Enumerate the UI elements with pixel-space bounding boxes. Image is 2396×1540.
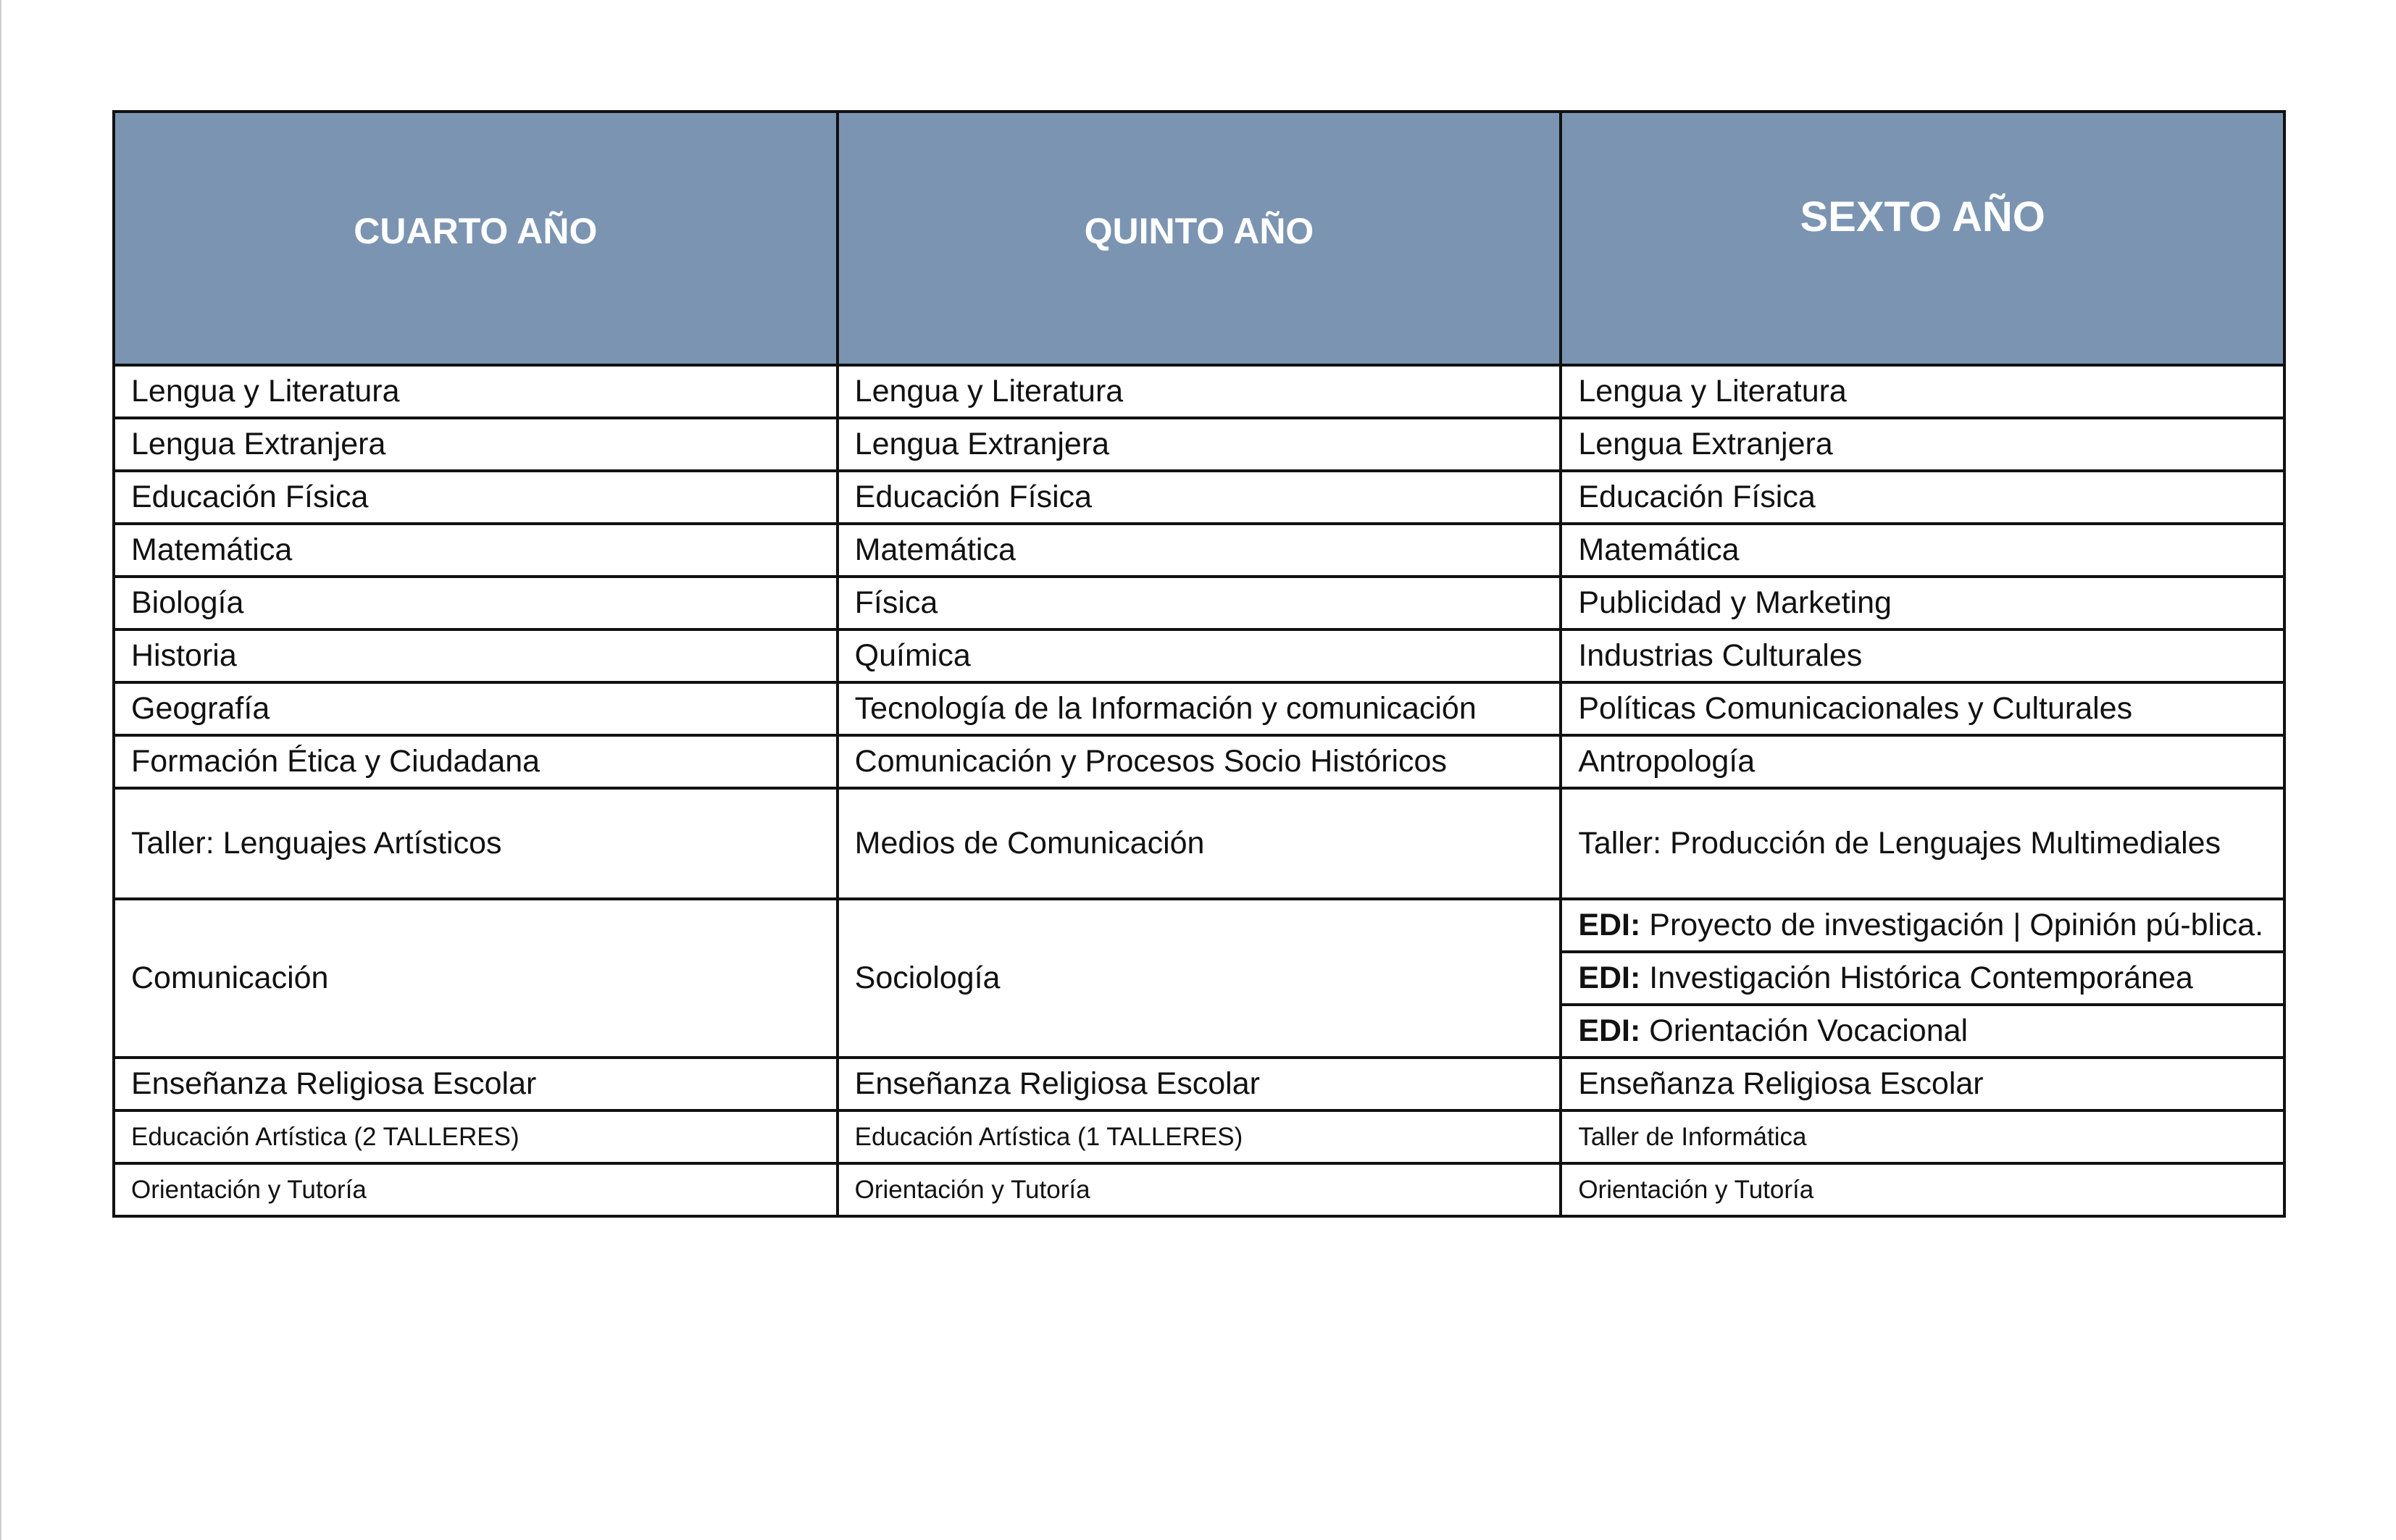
table-row	[114, 788, 2284, 899]
cell-quinto: Educación Artística (1 TALLERES)	[838, 1110, 1561, 1163]
page-edge-rule	[0, 0, 1, 1540]
cell-sexto: Antropología	[1561, 735, 2284, 788]
cell-sexto-edi	[1561, 952, 2284, 1005]
cell-sexto-edi	[1561, 899, 2284, 952]
cell-sexto: Matemática	[1561, 524, 2284, 577]
cell-cuarto: Orientación y Tutoría	[114, 1163, 838, 1216]
table-row	[114, 1163, 2284, 1216]
edi-text: Orientación Vocacional	[1649, 1013, 1969, 1048]
cell-quinto: Educación Física	[838, 471, 1561, 524]
table-row	[114, 365, 2284, 418]
cell-cuarto: Historia	[114, 629, 838, 682]
cell-cuarto: Formación Ética y Ciudadana	[114, 735, 838, 788]
table-row	[114, 682, 2284, 735]
cell-sexto: Taller: Producción de Lenguajes Multimediales	[1561, 788, 2284, 899]
table-row-merged	[114, 899, 2284, 952]
cell-cuarto: Biología	[114, 577, 838, 629]
cell-sexto: Lengua Extranjera	[1561, 418, 2284, 471]
table-row	[114, 418, 2284, 471]
table-row	[114, 1110, 2284, 1163]
cell-sexto: Lengua y Literatura	[1561, 365, 2284, 418]
cell-quinto: Enseñanza Religiosa Escolar	[838, 1058, 1561, 1110]
cell-cuarto: Matemática	[114, 524, 838, 577]
cell-sexto: Publicidad y Marketing	[1561, 577, 2284, 629]
cell-quinto: Tecnología de la Información y comunicación	[838, 682, 1561, 735]
cell-quinto-sociologia: Sociología	[838, 899, 1561, 1058]
cell-sexto: Enseñanza Religiosa Escolar	[1561, 1058, 2284, 1110]
table-row	[114, 524, 2284, 577]
cell-cuarto-comunicacion: Comunicación	[114, 899, 838, 1058]
cell-cuarto: Geografía	[114, 682, 838, 735]
table-row	[114, 471, 2284, 524]
table-row	[114, 629, 2284, 682]
cell-cuarto: Educación Física	[114, 471, 838, 524]
edi-label: EDI:	[1578, 960, 1641, 995]
header-cuarto-ano: CUARTO AÑO	[114, 112, 838, 365]
cell-sexto: Orientación y Tutoría	[1561, 1163, 2284, 1216]
cell-quinto: Orientación y Tutoría	[838, 1163, 1561, 1216]
cell-sexto: Taller de Informática	[1561, 1110, 2284, 1163]
cell-quinto: Lengua Extranjera	[838, 418, 1561, 471]
cell-cuarto: Lengua Extranjera	[114, 418, 838, 471]
table-row	[114, 577, 2284, 629]
cell-quinto: Lengua y Literatura	[838, 365, 1561, 418]
cell-quinto: Matemática	[838, 524, 1561, 577]
cell-quinto: Comunicación y Procesos Socio Históricos	[838, 735, 1561, 788]
edi-text: Proyecto de investigación | Opinión pú-blica.	[1649, 907, 2264, 942]
cell-sexto: Educación Física	[1561, 471, 2284, 524]
cell-sexto: Industrias Culturales	[1561, 629, 2284, 682]
cell-cuarto: Taller: Lenguajes Artísticos	[114, 788, 838, 899]
header-sexto-ano: SEXTO AÑO	[1561, 112, 2284, 365]
cell-cuarto: Enseñanza Religiosa Escolar	[114, 1058, 838, 1110]
cell-sexto: Políticas Comunicacionales y Culturales	[1561, 682, 2284, 735]
cell-quinto: Física	[838, 577, 1561, 629]
header-quinto-ano: QUINTO AÑO	[838, 112, 1561, 365]
curriculum-table	[112, 110, 2286, 1218]
cell-cuarto: Lengua y Literatura	[114, 365, 838, 418]
cell-quinto: Medios de Comunicación	[838, 788, 1561, 899]
edi-label: EDI:	[1578, 907, 1641, 942]
edi-label: EDI:	[1578, 1013, 1641, 1048]
edi-text: Investigación Histórica Contemporánea	[1649, 960, 2193, 995]
cell-quinto: Química	[838, 629, 1561, 682]
header-row	[114, 112, 2284, 365]
cell-cuarto: Educación Artística (2 TALLERES)	[114, 1110, 838, 1163]
table-row	[114, 1058, 2284, 1110]
table-row	[114, 735, 2284, 788]
cell-sexto-edi	[1561, 1005, 2284, 1058]
